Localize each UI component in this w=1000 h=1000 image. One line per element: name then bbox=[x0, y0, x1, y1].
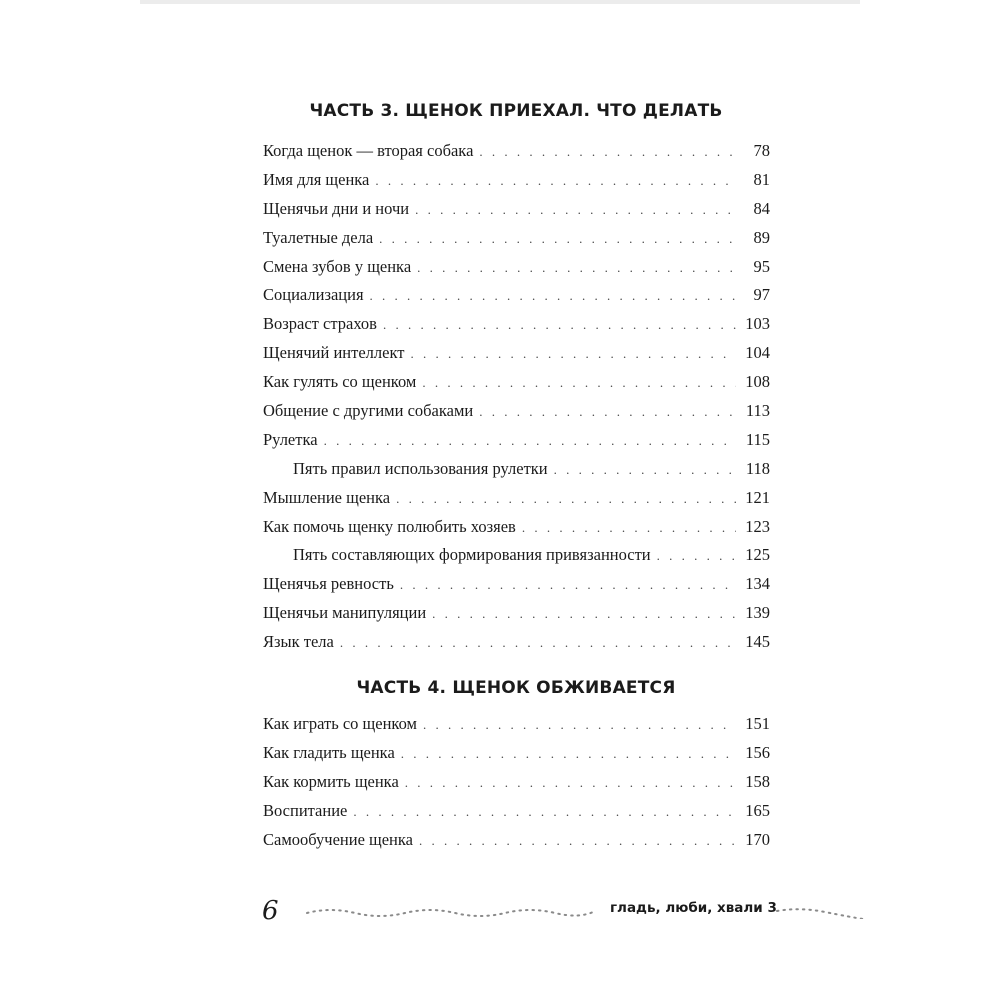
toc-dot-leader bbox=[415, 202, 736, 218]
toc-entry-title: Щенячий интеллект bbox=[263, 343, 405, 363]
toc-entry bbox=[263, 574, 770, 603]
toc-entry-title: Как гладить щенка bbox=[263, 742, 395, 762]
running-title: гладь, люби, хвали 3 bbox=[610, 900, 777, 916]
toc-dot-leader bbox=[379, 231, 736, 247]
toc-entry bbox=[263, 372, 770, 401]
toc-entry-page-number: 97 bbox=[753, 285, 770, 305]
toc-entry-page-number: 89 bbox=[753, 227, 770, 247]
toc-dot-leader bbox=[479, 144, 736, 160]
footer-wavy-dotted-line-end bbox=[775, 905, 865, 919]
toc-dot-leader bbox=[396, 491, 736, 507]
toc-entry bbox=[263, 430, 770, 459]
toc-entry bbox=[263, 141, 770, 170]
toc-entry-page-number: 118 bbox=[745, 458, 770, 478]
toc-entry-page-number: 145 bbox=[745, 632, 770, 652]
toc-entry-page-number: 84 bbox=[753, 198, 770, 218]
toc-dot-leader bbox=[383, 317, 736, 333]
footer-wavy-dotted-line bbox=[305, 905, 595, 919]
toc-entry-title: Имя для щенка bbox=[263, 169, 370, 189]
toc-entry-title: Туалетные дела bbox=[263, 227, 374, 247]
toc-entry-page-number: 165 bbox=[745, 800, 770, 820]
toc-entry bbox=[263, 632, 770, 661]
toc-entry-title: Как гулять со щенком bbox=[263, 372, 417, 392]
toc-entry bbox=[263, 199, 770, 228]
toc-dot-leader bbox=[657, 548, 736, 564]
toc-entry-page-number: 158 bbox=[745, 771, 770, 791]
toc-entry-page-number: 78 bbox=[753, 141, 770, 160]
toc-entry bbox=[263, 314, 770, 343]
toc-entry-page-number: 113 bbox=[745, 401, 770, 421]
toc-dot-leader bbox=[400, 577, 736, 593]
toc-entry-page-number: 104 bbox=[745, 343, 770, 363]
toc-entry-page-number: 115 bbox=[745, 429, 770, 449]
toc-entry-title: Смена зубов у щенка bbox=[263, 256, 412, 276]
toc-dot-leader bbox=[554, 462, 736, 478]
toc-entry bbox=[263, 743, 770, 772]
toc-entry-title: Щенячьи манипуляции bbox=[263, 603, 427, 623]
toc-entry-page-number: 95 bbox=[753, 256, 770, 276]
toc-entry-title: Как помочь щенку полюбить хозяев bbox=[263, 516, 516, 536]
toc-entry-page-number: 156 bbox=[745, 742, 770, 762]
page-number: 6 bbox=[262, 896, 279, 926]
toc-dot-leader bbox=[522, 520, 736, 536]
toc-dot-leader bbox=[405, 775, 736, 791]
toc-entry-page-number: 103 bbox=[745, 314, 770, 334]
toc-dot-leader bbox=[432, 606, 736, 622]
toc-entry-title: Самообучение щенка bbox=[263, 829, 413, 849]
toc-entry-title: Как играть со щенком bbox=[263, 714, 417, 733]
toc-entry bbox=[263, 285, 770, 314]
toc-entry bbox=[263, 830, 770, 859]
toc-entry-page-number: 123 bbox=[745, 516, 770, 536]
toc-dot-leader bbox=[410, 346, 736, 362]
toc-entry bbox=[263, 517, 770, 546]
toc-entry bbox=[263, 343, 770, 372]
toc-entry bbox=[263, 401, 770, 430]
toc-entry-page-number: 125 bbox=[745, 545, 770, 565]
toc-entry-title: Мышление щенка bbox=[263, 487, 391, 507]
toc-dot-leader bbox=[419, 833, 736, 849]
toc-entry-title: Щенячьи дни и ночи bbox=[263, 198, 410, 218]
toc-dot-leader bbox=[370, 288, 736, 304]
toc-dot-leader bbox=[401, 746, 736, 762]
toc-entry-title: Пять правил использования рулетки bbox=[293, 458, 548, 478]
toc-dot-leader bbox=[422, 375, 736, 391]
toc-entry-title: Как кормить щенка bbox=[263, 771, 399, 791]
toc-entry-title: Воспитание bbox=[263, 800, 348, 820]
toc-entry bbox=[263, 545, 770, 574]
part-4-toc-list bbox=[263, 714, 770, 858]
toc-entry bbox=[263, 603, 770, 632]
toc-entry-title: Возраст страхов bbox=[263, 314, 377, 334]
toc-dot-leader bbox=[375, 173, 736, 189]
toc-entry-page-number: 151 bbox=[745, 714, 770, 733]
toc-entry-page-number: 139 bbox=[745, 603, 770, 623]
toc-entry-title: Рулетка bbox=[263, 429, 318, 449]
toc-entry-page-number: 170 bbox=[745, 829, 770, 849]
page-top-edge bbox=[140, 0, 860, 4]
toc-dot-leader bbox=[340, 635, 736, 651]
toc-entry bbox=[263, 170, 770, 199]
toc-entry bbox=[263, 488, 770, 517]
toc-dot-leader bbox=[417, 260, 736, 276]
toc-entry-page-number: 81 bbox=[753, 169, 770, 189]
toc-entry-title: Пять составляющих формирования привязанности bbox=[293, 545, 651, 565]
part-4-heading: ЧАСТЬ 4. ЩЕНОК ОБЖИВАЕТСЯ bbox=[356, 678, 676, 698]
part-3-heading: ЧАСТЬ 3. ЩЕНОК ПРИЕХАЛ. ЧТО ДЕЛАТЬ bbox=[309, 101, 723, 121]
toc-entry-title: Щенячья ревность bbox=[263, 574, 394, 594]
toc-entry bbox=[263, 772, 770, 801]
toc-dot-leader bbox=[353, 804, 736, 820]
toc-entry-page-number: 121 bbox=[745, 487, 770, 507]
part-3-toc-list bbox=[263, 141, 770, 661]
toc-entry bbox=[263, 801, 770, 830]
toc-entry-title: Общение с другими собаками bbox=[263, 401, 474, 421]
toc-entry-page-number: 108 bbox=[745, 372, 770, 392]
toc-dot-leader bbox=[324, 433, 736, 449]
toc-entry bbox=[263, 459, 770, 488]
toc-entry-title: Когда щенок — вторая собака bbox=[263, 141, 474, 160]
toc-entry bbox=[263, 257, 770, 286]
toc-entry-title: Язык тела bbox=[263, 632, 334, 652]
toc-entry-title: Социализация bbox=[263, 285, 364, 305]
toc-entry-page-number: 134 bbox=[745, 574, 770, 594]
toc-entry bbox=[263, 714, 770, 743]
toc-dot-leader bbox=[479, 404, 736, 420]
toc-dot-leader bbox=[423, 717, 736, 733]
toc-entry bbox=[263, 228, 770, 257]
